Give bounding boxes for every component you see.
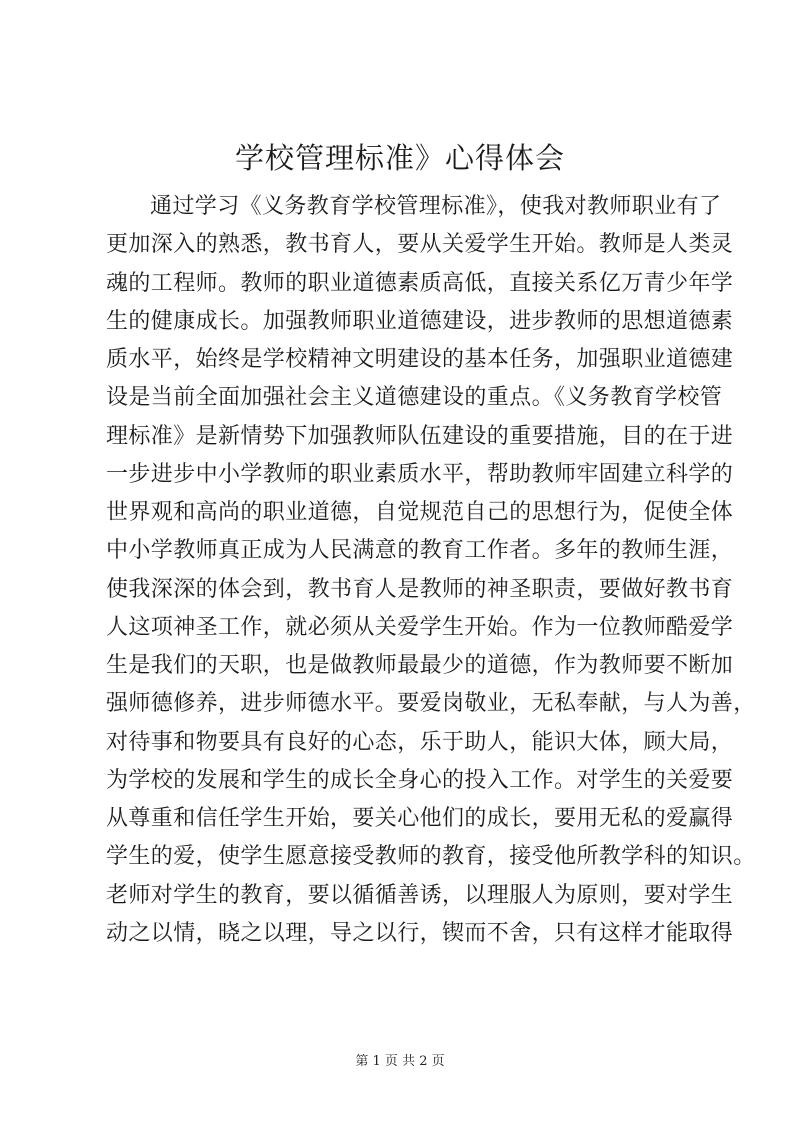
body-line: 设是当前全面加强社会主义道德建设的重点。《义务教育学校管: [106, 385, 723, 411]
body-line: 老师对学生的教育，要以循循善诱，以理服人为原则，要对学生: [106, 882, 734, 908]
body-line: 更加深入的熟悉，教书育人，要从关爱学生开始。教师是人类灵: [106, 232, 734, 258]
body-line: 生是我们的天职，也是做教师最最少的道德，作为教师要不断加: [106, 653, 734, 678]
body-line: 使我深深的体会到，教书育人是教师的神圣职责，要做好教书育: [106, 576, 734, 602]
body-line: 从尊重和信任学生开始，要关心他们的成长，要用无私的爱赢得: [106, 806, 734, 831]
body-line: 人这项神圣工作，就必须从关爱学生开始。作为一位教师酷爱学: [106, 614, 734, 640]
body-line: 生的健康成长。加强教师职业道德建设，进步教师的思想道德素: [106, 308, 734, 334]
body-line: 动之以情，晓之以理，导之以行，锲而不舍，只有这样才能取得: [106, 920, 734, 946]
body-line: 为学校的发展和学生的成长全身心的投入工作。对学生的关爱要: [106, 767, 734, 793]
document-body: [106, 188, 756, 953]
body-line: 世界观和高尚的职业道德，自觉规范自己的思想行为，促使全体: [106, 500, 734, 525]
body-line: 中小学教师真正成为人民满意的教育工作者。多年的教师生涯，: [106, 538, 734, 564]
page-footer: 第 1 页 共 2 页: [355, 1054, 445, 1069]
body-line: 理标准》是新情势下加强教师队伍建设的重要措施，目的在于进: [106, 423, 734, 449]
body-line: 一步进步中小学教师的职业素质水平，帮助教师牢固建立科学的: [106, 461, 734, 487]
body-line: 对待事和物要具有良好的心态，乐于助人，能识大体，顾大局，: [106, 729, 734, 755]
body-line: 魂的工程师。教师的职业道德素质高低，直接关系亿万青少年学: [106, 270, 734, 296]
document-title: 学校管理标准》心得体会: [234, 141, 565, 175]
body-line: 强师德修养，进步师德水平。要爱岗敬业，无私奉献，与人为善，: [106, 691, 756, 717]
body-line: 学生的爱，使学生愿意接受教师的教育，接受他所教学科的知识。: [106, 844, 756, 870]
body-line: 通过学习《义务教育学校管理标准》，使我对教师职业有了: [150, 194, 722, 219]
body-line: 质水平，始终是学校精神文明建设的基本任务，加强职业道德建: [106, 347, 734, 372]
